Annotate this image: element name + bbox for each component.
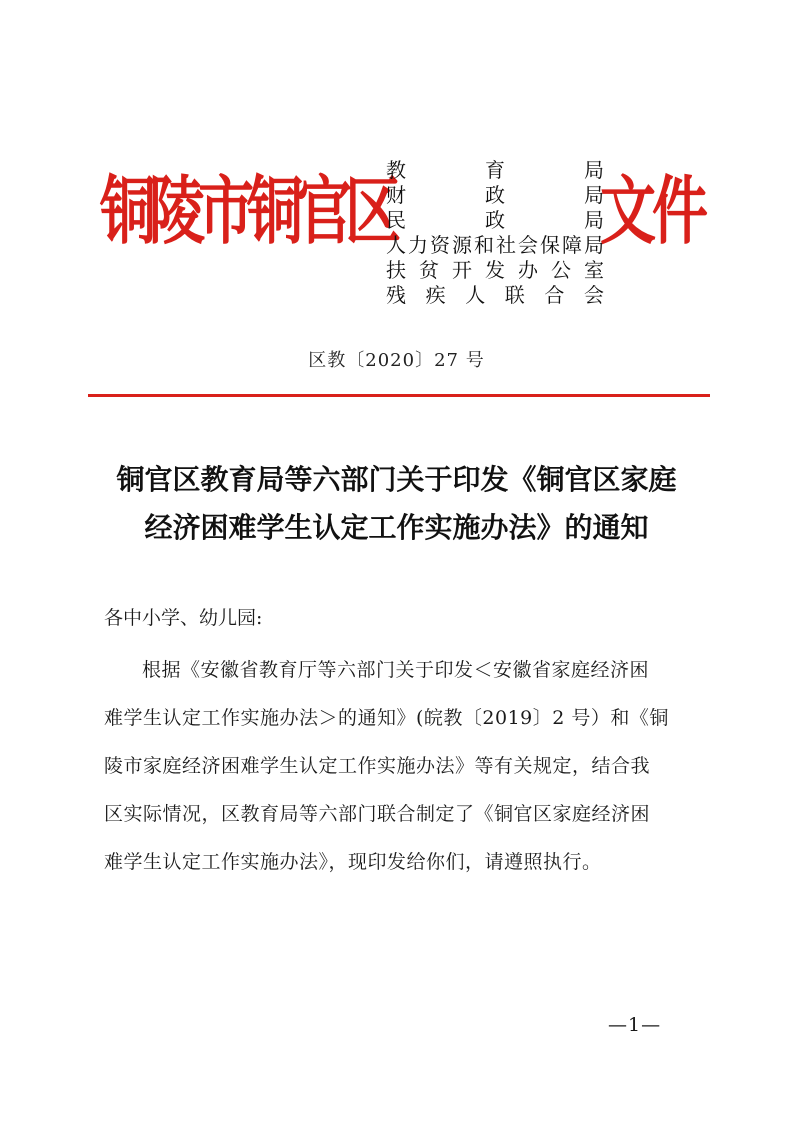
body-line-2: 难学生认定工作实施办法＞的通知》(皖教〔2019〕2 号）和《铜	[104, 707, 669, 729]
salutation: 各中小学、幼儿园:	[104, 607, 263, 629]
document-title	[80, 456, 713, 552]
page-number: —1—	[608, 1014, 662, 1036]
red-divider-line	[88, 394, 710, 397]
department-human-resources: 人力资源和社会保障局	[386, 233, 604, 257]
issuer-name-left: 铜陵市铜官区	[100, 169, 394, 256]
body-line-1: 根据《安徽省教育厅等六部门关于印发＜安徽省家庭经济困	[142, 659, 650, 681]
department-civil-affairs: 民政局	[386, 208, 604, 232]
issuing-departments	[386, 158, 604, 308]
issuer-name-right: 文件	[600, 169, 704, 256]
document-number: 区教〔2020〕27 号	[308, 350, 485, 371]
document-header	[0, 0, 793, 340]
body-line-3: 陵市家庭经济困难学生认定工作实施办法》等有关规定，结合我	[104, 755, 651, 777]
department-poverty-alleviation: 扶贫开发办公室	[386, 258, 604, 282]
department-education: 教育局	[386, 158, 604, 182]
title-line-2: 经济困难学生认定工作实施办法》的通知	[144, 511, 649, 544]
body-line-4: 区实际情况，区教育局等六部门联合制定了《铜官区家庭经济困	[104, 803, 651, 825]
title-line-1: 铜官区教育局等六部门关于印发《铜官区家庭	[116, 463, 677, 496]
department-disabled-federation: 残疾人联合会	[386, 283, 604, 307]
body-line-5: 难学生认定工作实施办法》，现印发给你们，请遵照执行。	[104, 851, 602, 873]
body-paragraph	[104, 646, 688, 886]
department-finance: 财政局	[386, 183, 604, 207]
